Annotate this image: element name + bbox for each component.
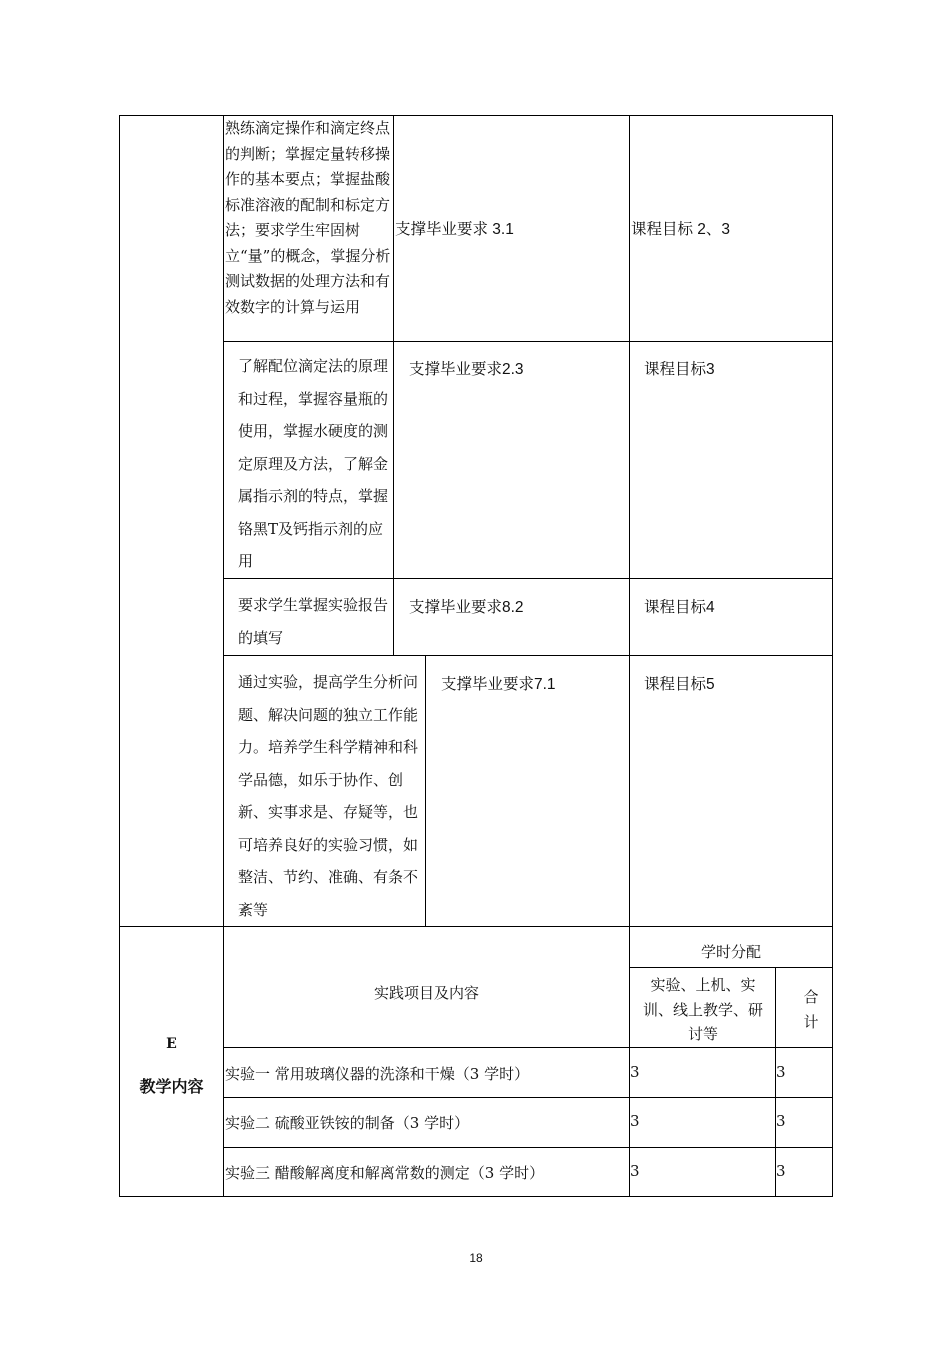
row-divider-1: [223, 341, 833, 342]
row-divider-2: [223, 578, 833, 579]
goal-cell-4: 课程目标5: [644, 676, 715, 693]
lab-hours-3: 3: [630, 1162, 640, 1180]
support-cell-1: 支撑毕业要求 3.1: [395, 221, 514, 238]
lab-hours-1: 3: [630, 1063, 640, 1081]
col-divider-support-top: [393, 115, 394, 655]
col-divider-support-bottom: [425, 655, 426, 926]
total-hours-3: 3: [776, 1162, 786, 1180]
table-border-bottom: [119, 1196, 833, 1197]
row-divider-3: [223, 655, 833, 656]
goal-cell-3: 课程目标4: [644, 599, 715, 616]
section-title: 教学内容: [139, 1077, 204, 1096]
section-divider-e: [119, 926, 833, 927]
support-cell-4: 支撑毕业要求7.1: [441, 676, 556, 693]
col-divider-a: [223, 115, 224, 1197]
col-divider-goal: [629, 115, 630, 1197]
table-border-left: [119, 115, 120, 1197]
total-hours-1: 3: [776, 1063, 786, 1081]
e-row-divider-1: [223, 1097, 833, 1098]
project-row-1: 实验一 常用玻璃仪器的洗涤和干燥（3 学时）: [225, 1065, 530, 1083]
support-cell-3: 支撑毕业要求8.2: [409, 599, 524, 616]
hours-header-divider: [629, 967, 833, 968]
section-letter: E: [166, 1036, 177, 1052]
page-number: 18: [469, 1251, 483, 1265]
e-row-divider-2: [223, 1147, 833, 1148]
project-row-2: 实验二 硫酸亚铁铵的制备（3 学时）: [225, 1114, 470, 1132]
table-border-right: [832, 115, 833, 1197]
total-hours-2: 3: [776, 1112, 786, 1130]
support-cell-2: 支撑毕业要求2.3: [409, 361, 524, 378]
header-row-divider: [223, 1047, 833, 1048]
hours-sub-total: 合计: [803, 988, 819, 1031]
project-header: 实践项目及内容: [373, 984, 479, 1002]
goal-cell-2: 课程目标3: [644, 361, 715, 378]
content-cell-1: 熟练滴定操作和滴定终点的判断；掌握定量转移操作的基本要点；掌握盐酸标准溶液的配制和标定方法；要求学生牢固树立“量”的概念，掌握分析测试数据的处理方法和有效数字的计算与运用: [225, 119, 391, 316]
content-cell-2: 了解配位滴定法的原理和过程，掌握容量瓶的使用，掌握水硬度的测定原理及方法，了解金属指示剂的特点，掌握铬黑T及钙指示剂的应用: [238, 357, 389, 570]
hours-sub-lab: 实验、上机、实训、线上教学、研讨等: [642, 976, 763, 1043]
hours-header: 学时分配: [700, 943, 761, 961]
goal-cell-1: 课程目标 2、3: [631, 221, 731, 238]
lab-hours-2: 3: [630, 1112, 640, 1130]
project-row-3: 实验三 醋酸解离度和解离常数的测定（3 学时）: [225, 1164, 545, 1182]
content-cell-4: 通过实验，提高学生分析问题、解决问题的独立工作能力。培养学生科学精神和科学品德，如乐于协作、创新、实事求是、存疑等，也可培养良好的实验习惯，如整洁、节约、准确、有条不紊等: [238, 673, 419, 919]
content-cell-3: 要求学生掌握实验报告的填写: [238, 596, 389, 647]
